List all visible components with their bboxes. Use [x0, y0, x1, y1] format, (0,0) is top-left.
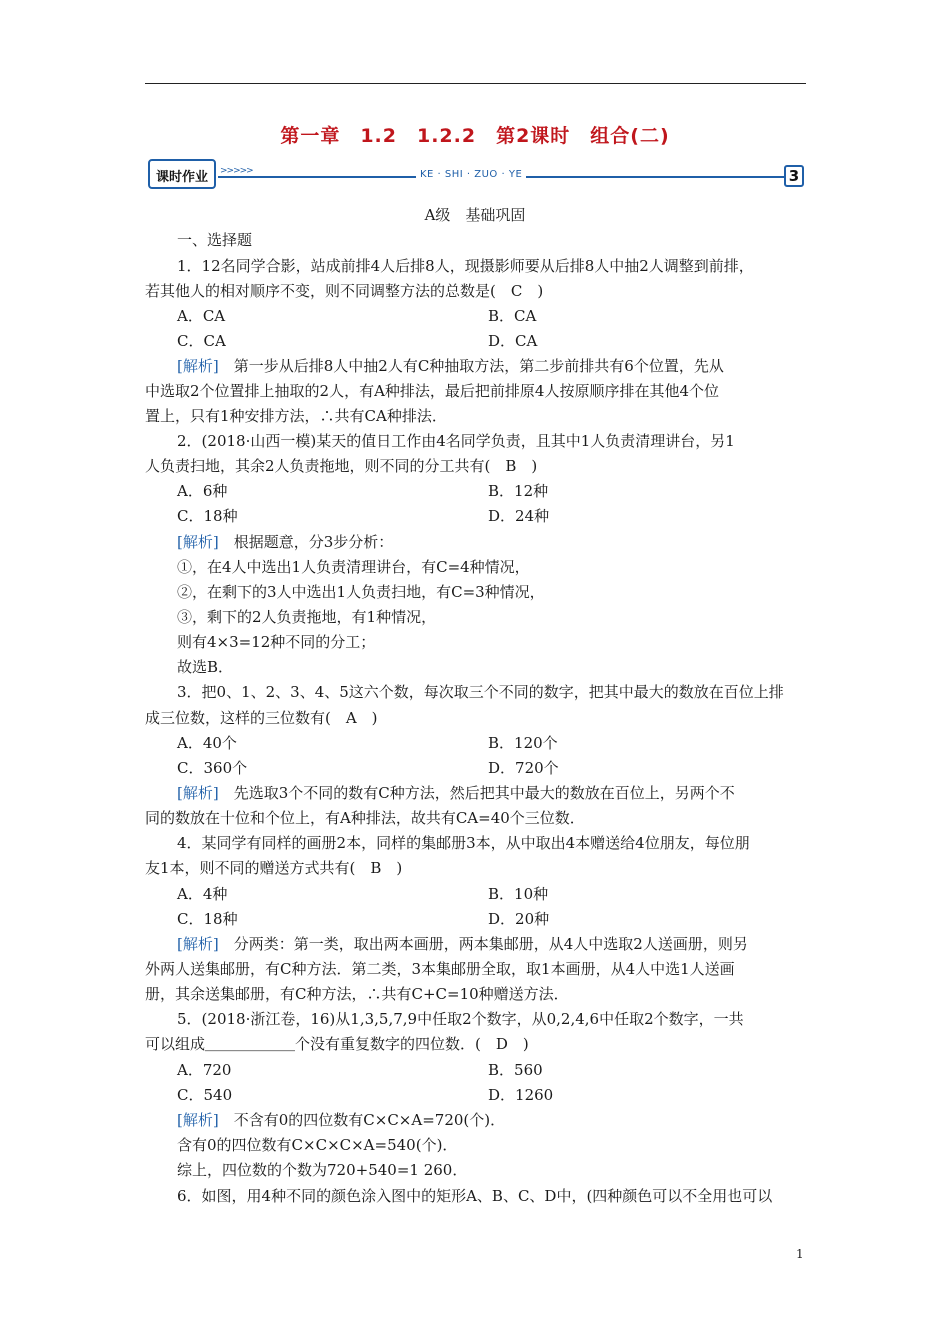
analysis-label: [解析]: [177, 935, 219, 953]
q5-option-b: B．560: [488, 1061, 543, 1079]
question-5-line-1: 5．(2018·浙江卷，16)从1,3,5,7,9中任取2个数字，从0,2,4,6中任取2个数字，一共: [177, 1010, 744, 1028]
q2-analysis-line-1: [解析] 根据题意，分3步分析：: [177, 533, 394, 551]
q5-analysis-line-2: 含有0的四位数有C×C×C×A=540(个)．: [177, 1136, 458, 1154]
q2-analysis-line-6: 故选B．: [177, 658, 234, 676]
q5-option-a: A．720: [177, 1061, 232, 1079]
q5-option-d: D．1260: [488, 1086, 554, 1104]
q1-option-c: C．CA: [177, 332, 226, 350]
analysis-label: [解析]: [177, 784, 219, 802]
q1-option-d: D．CA: [488, 332, 538, 350]
banner-pinyin: KE · SHI · ZUO · YE: [416, 169, 526, 180]
q5-analysis-line-1: [解析] 不含有0的四位数有C×C×A=720(个)．: [177, 1111, 506, 1129]
analysis-label: [解析]: [177, 1111, 219, 1129]
q4-option-a: A．4种: [177, 885, 228, 903]
q2-option-b: B．12种: [488, 482, 549, 500]
banner-label: 课时作业: [156, 170, 209, 185]
question-2-line-1: 2．(2018·山西一模)某天的值日工作由4名同学负责，且其中1人负责清理讲台，另1: [177, 432, 735, 450]
q4-option-c: C．18种: [177, 910, 238, 928]
question-5-line-2: 可以组成＿＿＿＿＿＿个没有重复数字的四位数．( D ): [145, 1035, 529, 1053]
analysis-label: [解析]: [177, 533, 219, 551]
question-4-line-1: 4．某同学有同样的画册2本，同样的集邮册3本，从中取出4本赠送给4位朋友，每位朋: [177, 834, 750, 852]
q1-option-a: A．CA: [177, 307, 226, 325]
q2-analysis-line-3: ②，在剩下的3人中选出1人负责扫地，有C=3种情况，: [177, 583, 545, 601]
q4-option-b: B．10种: [488, 885, 549, 903]
homework-banner: [148, 159, 806, 191]
q4-option-d: D．20种: [488, 910, 550, 928]
part-heading: 一、选择题: [177, 231, 253, 249]
q2-analysis-line-5: 则有4×3=12种不同的分工；: [177, 633, 376, 651]
q1-option-b: B．CA: [488, 307, 537, 325]
question-3-line-2: 成三位数，这样的三位数有( A ): [145, 709, 378, 727]
question-1-line-1: 1．12名同学合影，站成前排4人后排8人，现摄影师要从后排8人中抽2人调整到前排，: [177, 257, 754, 275]
question-4-line-2: 友1本，则不同的赠送方式共有( B ): [145, 859, 403, 877]
q1-analysis-line-3: 置上，只有1种安排方法，∴共有CA种排法．: [145, 407, 447, 425]
q5-analysis-line-3: 综上，四位数的个数为720+540=1 260．: [177, 1161, 468, 1179]
question-3-line-1: 3．把0、1、2、3、4、5这六个数，每次取三个不同的数字，把其中最大的数放在百位上排: [177, 683, 784, 701]
q1-analysis-line-1: [解析] 第一步从后排8人中抽2人有C种抽取方法，第二步前排共有6个位置，先从: [177, 357, 724, 375]
q4-analysis-line-3: 册，其余送集邮册，有C种方法，∴共有C+C=10种赠送方法．: [145, 985, 569, 1003]
analysis-label: [解析]: [177, 357, 219, 375]
question-2-line-2: 人负责扫地，其余2人负责拖地，则不同的分工共有( B ): [145, 457, 538, 475]
q3-option-d: D．720个: [488, 759, 559, 777]
q3-option-a: A．40个: [177, 734, 237, 752]
header-rule: [145, 83, 806, 84]
banner-label-box: [148, 159, 216, 189]
question-6-line-1: 6．如图，用4种不同的颜色涂入图中的矩形A、B、C、D中，(四种颜色可以不全用也可以: [177, 1187, 773, 1205]
q5-option-c: C．540: [177, 1086, 233, 1104]
q2-option-a: A．6种: [177, 482, 228, 500]
q1-analysis-line-2: 中选取2个位置排上抽取的2人，有A种排法，最后把前排原4人按原顺序排在其他4个位: [145, 382, 720, 400]
q2-analysis-line-2: ①，在4人中选出1人负责清理讲台，有C=4种情况，: [177, 558, 530, 576]
q2-option-d: D．24种: [488, 507, 550, 525]
q3-analysis-line-1: [解析] 先选取3个不同的数有C种方法，然后把其中最大的数放在百位上，另两个不: [177, 784, 735, 802]
q3-option-b: B．120个: [488, 734, 558, 752]
q3-option-c: C．360个: [177, 759, 248, 777]
question-1-line-2: 若其他人的相对顺序不变，则不同调整方法的总数是( C ): [145, 282, 544, 300]
q4-analysis-line-1: [解析] 分两类：第一类，取出两本画册，两本集邮册，从4人中选取2人送画册，则另: [177, 935, 748, 953]
q2-analysis-line-4: ③，剩下的2人负责拖地，有1种情况，: [177, 608, 437, 626]
q3-analysis-line-2: 同的数放在十位和个位上，有A种排法，故共有CA=40个三位数．: [145, 809, 585, 827]
banner-number: 3: [784, 165, 804, 187]
page-title: 第一章 1.2 1.2.2 第2课时 组合(二): [280, 125, 670, 147]
page-number: 1: [796, 1247, 804, 1261]
q4-analysis-line-2: 外两人送集邮册，有C种方法．第二类，3本集邮册全取，取1本画册，从4人中选1人送画: [145, 960, 735, 978]
banner-arrows: >>>>>: [220, 166, 253, 176]
q2-option-c: C．18种: [177, 507, 238, 525]
level-heading: A级 基础巩固: [424, 206, 526, 224]
